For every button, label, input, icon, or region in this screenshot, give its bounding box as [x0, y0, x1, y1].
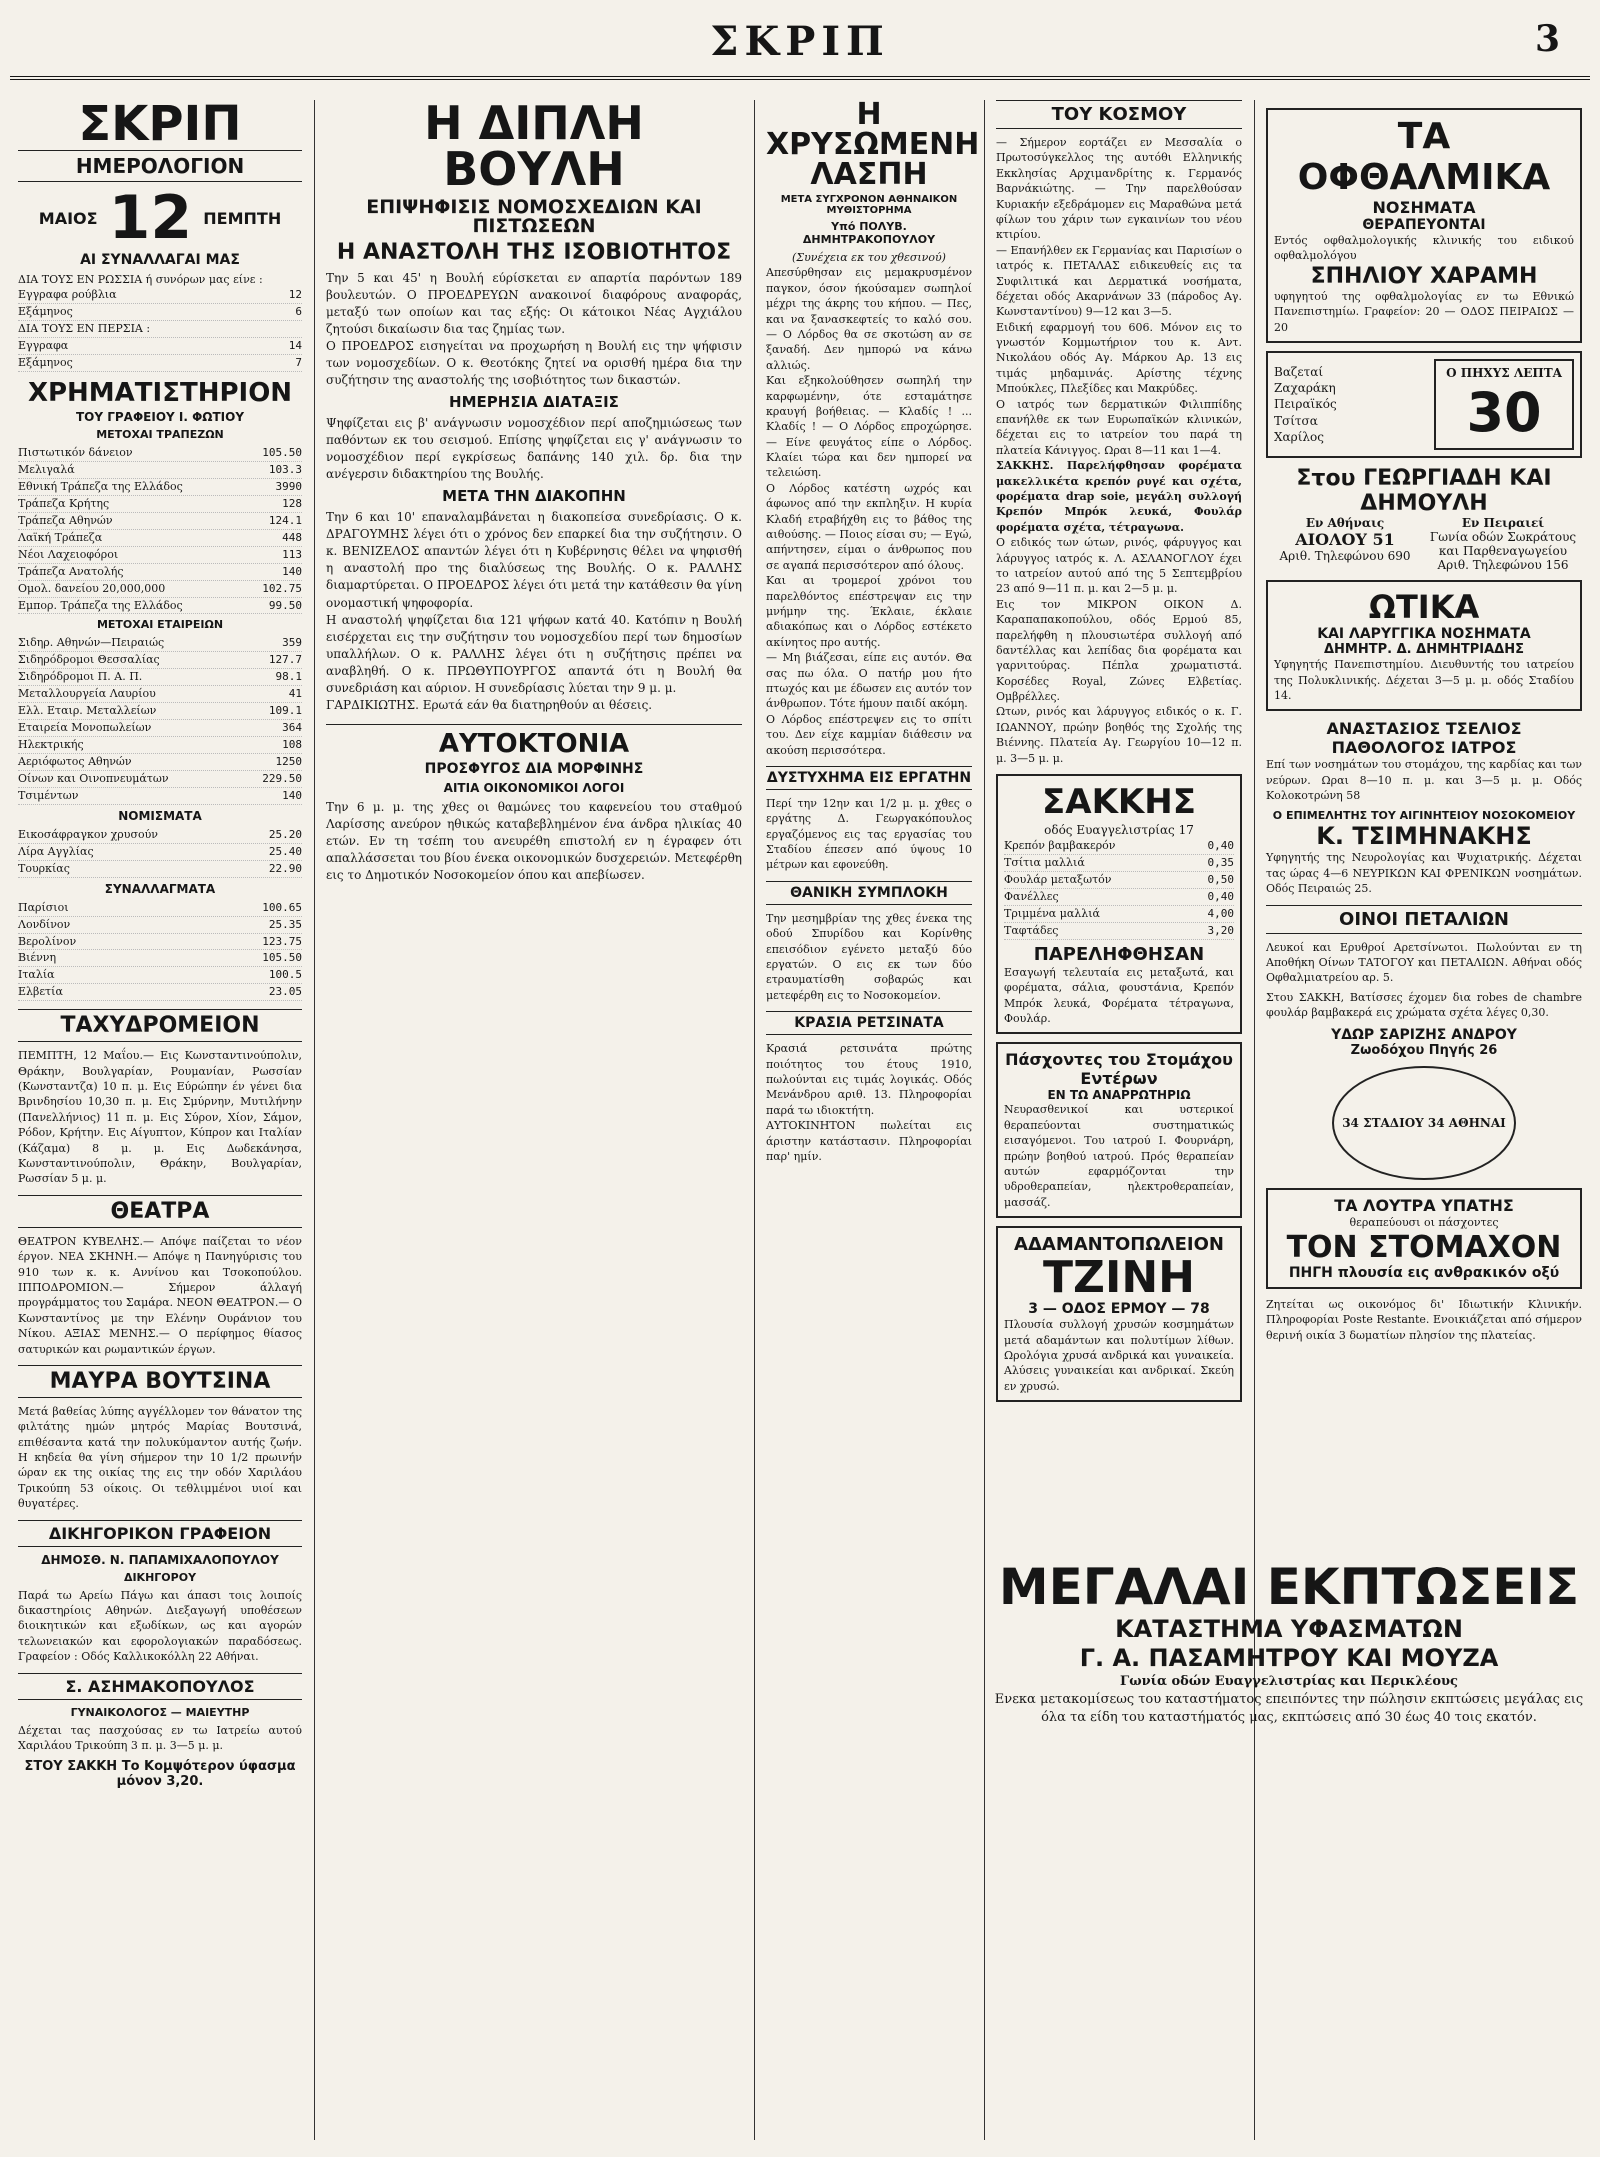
- list-item: Φανέλλες 0,40: [1004, 889, 1234, 906]
- list-item: Χαρίλος: [1274, 429, 1324, 444]
- ear-doctor: ΔΗΜΗΤΡ. Δ. ΔΗΜΗΤΡΙΑΔΗΣ: [1323, 642, 1524, 658]
- fabric-price-box: [1266, 351, 1582, 458]
- table-row: Νέοι Λαχειοφόροι 113: [18, 547, 302, 564]
- ophthalmic-heading: ΤΑ ΟΦΘΑΛΜΙΚΑ: [1297, 116, 1551, 198]
- jeweller-ad-box: [996, 1226, 1242, 1402]
- brawl-heading: ΘΑΝΙΚΗ ΣΥΜΠΛΟΚΗ: [766, 881, 972, 905]
- page-number: 3: [1534, 18, 1560, 60]
- list-item: Βαζεταί: [1274, 365, 1324, 380]
- store-city: Εν Αθήναις: [1305, 516, 1385, 531]
- banks-label: ΜΕΤΟΧΑΙ ΤΡΑΠΕΖΩΝ: [96, 428, 224, 442]
- table-row: Τουρκίας 22.90: [18, 861, 302, 878]
- table-row: Οίνων και Οινοπνευμάτων 229.50: [18, 771, 302, 788]
- exchange-heading: ΧΡΗΜΑΤΙΣΤΗΡΙΟΝ: [27, 378, 293, 409]
- table-row: ΔΙΑ ΤΟΥΣ ΕΝ ΠΕΡΣΙΑ :: [18, 321, 302, 338]
- table-row: Ελλ. Εταιρ. Μεταλλείων 109.1: [18, 703, 302, 720]
- accident-text: Περί την 12ην και 1/2 μ. μ. χθες ο εργάτης Δ. Γεωργακόπουλος εργαζόμενος εις τας εργασίας του Σταδίου έπεσεν από ύψους 10 μέτρων και εφονεύθη.: [766, 796, 972, 872]
- pathologist-text: Επί των νοσημάτων του στομάχου, της καρδίας και των νεύρων. Ωραι 8—10 π. μ. και 3—5 μ. μ. Οδός Κολοκοτρώνη 58: [1266, 758, 1582, 803]
- ophthalmic-sub: ΝΟΣΗΜΑΤΑ: [1372, 198, 1476, 217]
- sakki-ad-text: Στου ΣΑΚΚΗ, Βατίσσες έχομεν δια robes de chambre φουλάρ βαμβακερά εις χρώματα σχέτα λέγες 0,30.: [1266, 990, 1582, 1020]
- obituary-heading: ΜΑΥΡΑ ΒΟΥΤΣΙΝΑ: [18, 1365, 302, 1398]
- stomach-subheading: ΕΝ ΤΩ ΑΝΑΡΡΩΤΗΡΙΩ: [1047, 1088, 1191, 1103]
- society-paragraph: Εις τον ΜΙΚΡΟΝ ΟΙΚΟΝ Δ. Καραπαπακοπούλου, οδός Ερμού 85, παρελήφθη η πλουσιωτέρα συλλογή από δαντέλλας και λεπίδας δια φορέματα και γαρνιτούρας. Πέπλα χρωματιστά. Κορσέδες Royal, Ζώνες Ελβετίας. Ομβρέλλες.: [996, 597, 1242, 704]
- subheadline: ΕΠΙΨΗΦΙΣΙΣ ΝΟΜΟΣΧΕΔΙΩΝ ΚΑΙ ΠΙΣΤΩΣΕΩΝ: [366, 196, 702, 237]
- theatre-heading: ΘΕΑΤΡΑ: [18, 1195, 302, 1228]
- calendar-day: 12: [108, 183, 193, 253]
- store-city: Εν Πειραιεί: [1461, 516, 1545, 531]
- store-heading: Στου ΓΕΩΡΓΙΑΔΗ ΚΑΙ ΔΗΜΟΥΛΗ: [1296, 466, 1552, 517]
- society-paragraph: Ο ιατρός των δερματικών Φιλιππίδης επανήλθε εκ των Ευρωπαϊκών κλινικών, δέχεται εις το ιατρείον του παρά τη πλατεία Κάνιγγος. Ωραι 8—11 και 1—4.: [996, 397, 1242, 457]
- column-rule: [984, 100, 985, 2140]
- table-row: Τράπεζα Αθηνών 124.1: [18, 513, 302, 530]
- table-row: Εξάμηνος 7: [18, 355, 302, 372]
- store-piraeus: [1424, 516, 1582, 572]
- suicide-subheading: ΠΡΟΣΦΥΓΟΣ ΔΙΑ ΜΟΡΦΙΝΗΣ: [424, 760, 644, 777]
- bath-ad-box: [1266, 1188, 1582, 1289]
- column-rule: [314, 100, 315, 2140]
- serial-author: Υπό ΠΟΛΥΒ. ΔΗΜΗΤΡΑΚΟΠΟΥΛΟΥ: [802, 220, 936, 246]
- article-paragraph: Η αναστολή ψηφίζεται δια 121 ψήφων κατά 40. Κατόπιν η Βουλή εισέρχεται εις την συζήτησιν του νομοσχεδίου περί των δημοσίων υπαλλήλων. Ο κ. ΡΑΛΛΗΣ λέγει ότι η συζήτησις πρέπει να αναβληθή. Ο κ. ΠΡΩΘΥΠΟΥΡΓΟΣ απαντά ότι η Βουλή θα συνεδριάση και αύριον. Η συνεδρίασις λύεται την 9 μ. μ.: [326, 612, 742, 695]
- calendar-weekday: ΠΕΜΠΤΗ: [203, 208, 282, 228]
- table-row: Εθνική Τράπεζα της Ελλάδος 3990: [18, 479, 302, 496]
- table-row: Πιστωτικόν δάνειον 105.50: [18, 445, 302, 462]
- table-row: Εικοσάφραγκον χρυσούν 25.20: [18, 827, 302, 844]
- wine-ad-heading: ΟΙΝΟΙ ΠΕΤΑΛΙΩΝ: [1266, 905, 1582, 934]
- suicide-heading: ΑΥΤΟΚΤΟΝΙΑ: [326, 724, 742, 757]
- article-paragraph: Την 5 και 45' η Βουλή εύρίσκεται εν απαρτία παρόντων 189 βουλευτών. Ο ΠΡΟΕΔΡΕΥΩΝ ανακοινοί διαφόρους αναφοράς, μεταξύ των οποίων και τας εξής: Οι κάτοικοι Νέας Αγχιάλου ζητούσι δικαίωσιν δια τας ζημίας των.: [326, 271, 742, 337]
- table-row: Αεριόφωτος Αθηνών 1250: [18, 754, 302, 771]
- bank-table: [18, 445, 302, 614]
- ear-text: Υφηγητής Πανεπιστημίου. Διευθυντής του ιατρείου της Πολυκλινικής. Δέχεται 3—5 μ. μ. οδός Σταδίου 14.: [1274, 658, 1574, 702]
- law-office-text: Παρά τω Αρείω Πάγω και άπασι τοις λοιποίς δικαστηρίοις Αθηνών. Διεξαγωγή υποθέσεων διοικητικών και εξωδίκων, ως και αγορών τελωνειακών και εφορολογιακών παραδόσεως. Γραφείον : Οδός Καλλικοκόλλη 22 Αθήναι.: [18, 1588, 302, 1664]
- article-paragraph: Ο Λόρδος κατέστη ωχρός και άφωνος από την εκπληξιν. Η κυρία Κλαδή ετραβήχθη εις το βάθος της αιθούσης. — Ποιος είσαι συ; — Εγώ, απήντησεν, είμαι ο άνθρωπος που σε αγαπά περισσότερον από όλους.: [766, 481, 972, 572]
- ophthalmic-ad-box: [1266, 108, 1582, 343]
- classified-text: Ζητείται ως οικονόμος δι' Ιδιωτικήν Κλινικήν. Πληροφορίαι Poste Restante. Ενοικιάζεται από σήμερον θερινή οικία 3 δωματίων πλησίον της πλατείας.: [1266, 1298, 1582, 1342]
- table-row: Βερολίνον 123.75: [18, 934, 302, 951]
- suicide-subheading-2: ΑΙΤΙΑ ΟΙΚΟΝΟΜΙΚΟΙ ΛΟΓΟΙ: [443, 780, 625, 795]
- coins-label: ΝΟΜΙΣΜΑΤΑ: [118, 808, 202, 823]
- article-paragraph: Ο ΠΡΟΕΔΡΟΣ εισηγείται να προχωρήση η Βουλή εις την ψήφισιν των νομοσχεδίων. Ο κ. Θεοτόκης ζητεί να ορισθή ημέρα δια την συζήτησιν της αναστολής της ισοβιότητος των δικαστών.: [326, 339, 742, 388]
- article-paragraph: Και εξηκολούθησεν σωπηλή την καρφωμένην, ότε εσταμάτησε κραυγή βοήθειας. — Κλαδίς ! ... Κλαδίς ! — Ο Λόρδος επροχώρησε. — Είνε φευγάτος είπε ο Λόρδος. Κλαίει τώρα και δεν ημπορεί να τελειώση.: [766, 374, 972, 480]
- sakkis-ad-box: [996, 774, 1242, 1034]
- calendar-date: [18, 183, 302, 253]
- table-row: Εμπορ. Τράπεζα της Ελλάδος 99.50: [18, 598, 302, 615]
- article-paragraph: Απεσύρθησαν εις μεμακρυσμένον παγκον, όσον ήκούσαμεν σωπηλοί μέχρι της άκρης του κήπου. — Πες, και να ξανασκεφτείς το καλό σου. — Ο Λόρδος θα σε σκοτώση αν σε ξαναδή. Δεν ημπορώ να κάνω αλλιώς.: [766, 266, 972, 372]
- store-phone: Αριθ. Τηλεφώνου 156: [1437, 558, 1569, 573]
- bath-heading: ΤΑ ΛΟΥΤΡΑ ΥΠΑΤΗΣ: [1334, 1195, 1514, 1215]
- jeweller-name: ΤΖΙΝΗ: [1043, 1252, 1195, 1304]
- list-item: Τριμμένα μαλλιά 4,00: [1004, 906, 1234, 923]
- table-row: Εγγραφα 14: [18, 338, 302, 355]
- theatre-text: ΘΕΑΤΡΟΝ ΚΥΒΕΛΗΣ.— Απόψε παίζεται το νέον έργον. ΝΕΑ ΣΚΗΝΗ.— Απόψε η Πανηγύρισις του 910 των κ. κ. Αννίνου και Τσοκοπούλου. ΙΠΠΟΔΡΟΜΙΟΝ.— Σήμερον άλλαγή προγράμματος του Σαμάρα. ΝΕΟΝ ΘΕΑΤΡΟΝ.— Ο Κωνσταντίνος με την Ελένην Ουράνιον του Νίκου. ΑΞΙΑΣ ΜΕΝΗΣ.— Ο περίφημος θίασος σατυρικών και ρωμαντικών έργων.: [18, 1234, 302, 1356]
- table-row: Ιταλία 100.5: [18, 967, 302, 984]
- article-paragraph: ΓΑΡΔΙΚΙΩΤΗΣ. Ερωτά εάν θα διατηρηθούν αι θέσεις.: [326, 697, 653, 712]
- ophthalmic-text: Εντός οφθαλμολογικής κλινικής του ειδικού οφθαλμολόγου: [1274, 234, 1574, 263]
- list-item: Πειραϊκός: [1274, 397, 1337, 412]
- pathologist-title: ΠΑΘΟΛΟΓΟΣ ΙΑΤΡΟΣ: [1331, 738, 1517, 758]
- table-row: Ηλεκτρικής 108: [18, 737, 302, 754]
- fabric-list: [1274, 364, 1426, 445]
- article-paragraph: Την 6 και 10' επαναλαμβάνεται η διακοπείσα συνεδρίασις. Ο κ. ΔΡΑΓΟΥΜΗΣ λέγει ότι ο χρόνος δεν επαρκεί δια την συζήτησιν. Ο κ. ΒΕΝΙΖΕΛΟΣ απαντών λέγει ότι η Κυβέρνησις θέλει να ψηφισθή η αναστολή προ της διαλύσεως της Βουλής. Ο κ. ΡΑΛΛΗΣ διαμαρτύρεται. Ο ΠΡΟΕΔΡΟΣ λέγει ότι μετά την κατάθεσιν θα γίνη ονομαστική ψηφοφορία.: [326, 510, 742, 610]
- store-locations: [1266, 516, 1582, 572]
- seal-text: 34 ΣΤΑΔΙΟΥ 34 ΑΘΗΝΑΙ: [1342, 1115, 1506, 1130]
- masthead: [0, 0, 1600, 86]
- price-tag: [1434, 359, 1574, 450]
- column-ads: [1258, 100, 1590, 1550]
- agenda-heading: ΗΜΕΡΗΣΙΑ ΔΙΑΤΑΞΙΣ: [449, 393, 619, 412]
- masthead-title: ΣΚΡΙΠ: [710, 18, 890, 65]
- ophthalmic-sub-2: ΘΕΡΑΠΕΥΟΝΤΑΙ: [1362, 217, 1486, 233]
- list-item: Ταφτάδες 3,20: [1004, 923, 1234, 940]
- subheadline-2: Η ΑΝΑΣΤΟΛΗ ΤΗΣ ΙΣΟΒΙΟΤΗΤΟΣ: [336, 240, 732, 265]
- article-paragraph: Ψηφίζεται εις β' ανάγνωσιν νομοσχέδιον περί αποζημιώσεως των παθόντων εκ του σεισμού. Επίσης ψηφίζεται εις γ' ανάγνωσιν το νομοσχέδιον περί εγκρίσεως δαπάνης 140 χιλ. δρ. δια την ανέγερσιν διδακτηρίου της Βουλής.: [326, 416, 742, 482]
- wine-ad-text: Λευκοί και Ερυθροί Αρετσίνωτοι. Πωλούνται εν τη Αποθήκη Οίνων ΤΑΤΟΓΟΥ και ΠΕΤΑΛΙΩΝ. Αθήναι οδός Οφθαλμιατρείου αρ. 5.: [1266, 940, 1582, 985]
- company-table: [18, 635, 302, 804]
- table-row: Μεταλλουργεία Λαυρίου 41: [18, 686, 302, 703]
- table-row: Τσιμέντων 140: [18, 788, 302, 805]
- calendar-month: ΜΑΙΟΣ: [38, 208, 98, 228]
- wine-text: Κρασιά ρετσινάτα πρώτης ποιότητος του έτους 1910, πωλούνται εις τιμάς λογικάς. Οδός Μενάνδρου αριθ. 13. Πληροφορίαι παρά τω ιδιοκτήτη.: [766, 1042, 972, 1117]
- calendar-label: ΗΜΕΡΟΛΟΓΙΟΝ: [18, 150, 302, 182]
- article-paragraph: Και αι τρομεροί χρόνοι του παρελθόντος επέστρεψαν εις την μνήμην της. Έκλαιε, έκλαιε αδιακόπως και ο Λόρδος εστέκετο ακίνητος προ αυτής.: [766, 574, 972, 649]
- table-row: Τράπεζα Κρήτης 128: [18, 496, 302, 513]
- store-athens: [1266, 516, 1424, 572]
- brawl-text: Την μεσημβρίαν της χθες ένεκα της οδού Σπυρίδου και Κορίνθης επεισόδιον εγένετο μεταξύ δύο εργατών. Ο εις εκ των δύο ετραυματίσθη σοβαρώς και μετεφέρθη εις το Νοσοκομείον.: [766, 911, 972, 1002]
- table-row: Παρίσιοι 100.65: [18, 900, 302, 917]
- jeweller-address: 3 — ΟΔΟΣ ΕΡΜΟΥ — 78: [1028, 1301, 1210, 1318]
- bath-big-text: ΤΟΝ ΣΤΟΜΑΧΟΝ: [1286, 1230, 1562, 1265]
- post-heading: ΤΑΧΥΔΡΟΜΕΙΟΝ: [18, 1009, 302, 1042]
- society-heading: ΤΟΥ ΚΟΣΜΟΥ: [996, 100, 1242, 129]
- ear-ad-box: [1266, 580, 1582, 711]
- table-row: Ελβετία 23.05: [18, 984, 302, 1001]
- coin-table: [18, 827, 302, 878]
- ear-sub: ΚΑΙ ΛΑΡΥΓΓΙΚΑ ΝΟΣΗΜΑΤΑ: [1317, 626, 1531, 643]
- table-row: Εταιρεία Μονοπωλείων 364: [18, 720, 302, 737]
- sale-text: Ενεκα μετακομίσεως του καταστήματος επειπόντες την πώλησιν εκπτώσεις μεγάλας εις όλα τα είδη του καταστήματός μας, εκπτώσεις από 30 έως 40 τοις εκατόν.: [994, 1691, 1584, 1725]
- neurologist-name: Κ. ΤΣΙΜΗΝΑΚΗΣ: [1316, 822, 1532, 851]
- society-paragraph: — Σήμερον εορτάζει εν Μεσσαλία ο Πρωτοσύγκελλος της αυτόθι Ελληνικής Εκκλησίας Αρχιμανδρίτης κ. Γερμανός Βαρνάκιώτης. — Την παρελθούσαν Κυριακήν εξεδράμομεν εις Μαραθώνα μετά φίλων του χάριν των εγκαινίων του νέου κτιρίου.: [996, 136, 1242, 242]
- table-row: Βιέννη 105.50: [18, 950, 302, 967]
- fx-text: ΔΙΑ ΤΟΥΣ ΕΝ ΡΩΣΣΙΑ ή συνόρων μας είνε :: [18, 273, 263, 286]
- car-ad-text: ΑΥΤΟΚΙΝΗΤΟΝ πωλείται εις άριστην κατάστασιν. Πληροφορίαι παρ' ημίν.: [766, 1119, 972, 1163]
- stomach-text: Νευρασθενικοί και υστερικοί θεραπεύονται συστηματικώς εισαγόμενοι. Του ιατρού Ι. Φουρνάρη, πρώην βοηθού ιατρού. Πρός θεραπείαν αυτών εφαρμόζονται την υδροθεραπείαν, ηλεκτροθεραπείαν, μασσάζ.: [1004, 1103, 1234, 1209]
- exchange-subheading: ΤΟΥ ΓΡΑΦΕΙΟΥ Ι. ΦΩΤΙΟΥ: [75, 410, 245, 425]
- table-row: Λαϊκή Τράπεζα 448: [18, 530, 302, 547]
- sale-store: ΚΑΤΑΣΤΗΜΑ ΥΦΑΣΜΑΤΩΝ: [1115, 1615, 1463, 1643]
- exchange-rates-label: ΣΥΝΑΛΛΑΓΜΑΤΑ: [104, 881, 216, 896]
- list-item: Τσίτσα: [1274, 413, 1318, 428]
- post-text: ΠΕΜΠΤΗ, 12 Μαΐου.— Εις Κωνσταντινούπολιν, Θράκην, Βουλγαρίαν, Ρουμανίαν, Ρωσσίαν (Κωνσταντζα) 10 π. μ. Εις Εύρώπην έν γένει δια Βρινδησίου 10,30 π. μ. Εις Σμύρνην, Μυτιλήνην (Πανελλήνιος) 11 π. μ. Εις Σύρον, Χίον, Σάμον, Ρόδον, Κρήτην. Εις Αίγυπτον, Κύπρον και Ιταλίαν (Κάζαμα) 8 μ. μ. Εις Δωδεκάνησα, Κωνσταντινούπολιν, Θράκην, Βουλγαρίαν, Ρωσσίαν 5 μ. μ.: [18, 1049, 302, 1186]
- doctor-heading: Σ. ΑΣΗΜΑΚΟΠΟΥΛΟΣ: [18, 1673, 302, 1700]
- table-row: Λίρα Αγγλίας 25.40: [18, 844, 302, 861]
- doctor-text: Δέχεται τας πασχούσας εν τω Ιατρείω αυτού Χαριλάου Τρικούπη 3 π. μ. 3—5 μ. μ.: [18, 1723, 302, 1752]
- article-paragraph: Την 6 μ. μ. της χθες οι θαμώνες του καφενείου του σταθμού Λαρίσσης ανεύρον ηθικώς καταβεβλημένον ένα άνδρα ηλικίας 40 ετών. Εν τη τσέπη του ανευρέθη επιστολή εν η έγραφεν ότι απαλλάσσεται του βίου ένεκα οικονομικών δυσχερειών. Μετεφέρθη εις το Δημοτικόν Νοσοκομείον όπου και απεβίωσεν.: [326, 799, 742, 882]
- serial-headline: Η ΧΡΥΣΩΜΕΝΗ ΛΑΣΠΗ: [766, 100, 980, 192]
- wine-heading: ΚΡΑΣΙΑ ΡΕΤΣΙΝΑΤΑ: [766, 1011, 972, 1035]
- law-office-name: ΔΗΜΟΣΘ. Ν. ΠΑΠΑΜΙΧΑΛΟΠΟΥΛΟΥ: [41, 1552, 279, 1567]
- table-row: Τράπεζα Ανατολής 140: [18, 564, 302, 581]
- stomach-ad-box: [996, 1042, 1242, 1218]
- pathologist-name: ΑΝΑΣΤΑΣΙΟΣ ΤΣΕΛΙΟΣ: [1326, 719, 1522, 739]
- fx-table: [18, 287, 302, 372]
- water-heading: ΥΔΩΡ ΣΑΡΙΖΗΣ ΑΝΔΡΟΥ: [1331, 1026, 1517, 1043]
- masthead-rule: [10, 76, 1590, 80]
- break-heading: ΜΕΤΑ ΤΗΝ ΔΙΑΚΟΠΗΝ: [442, 487, 626, 506]
- article-paragraph: Ο Λόρδος επέστρεψεν εις το σπίτι του. Δεν είχε καμμίαν διάθεσιν να ακούση περισσότερα.: [766, 712, 972, 757]
- obituary-text: Μετά βαθείας λύπης αγγέλλομεν τον θάνατον της φιλτάτης ημών μητρός Μαρίας Βουτσινά, επιθέσαντα κατά την πολυκύμαντον αυτής ζωήν. Η κηδεία θα γίνη σήμερον την 10 1/2 πρωινήν ώραν εκ της οικίας της εις την οδόν Χαριλάου Τρικούπη 53 οίκοις. Οι τεθλιμμένοι υιοί και θυγατέρες.: [18, 1404, 302, 1511]
- list-item: Φουλάρ μεταξωτόν 0,50: [1004, 872, 1234, 889]
- new-arrivals-text: Εσαγωγή τελευταία εις μεταξωτά, και φορέματα, σάλια, φουστάνια, Κρεπόν Μπρόκ λευκά, Φορέματα τέτραγωνα, Φουλάρ.: [1004, 965, 1234, 1025]
- list-item: Ζαχαράκη: [1274, 381, 1336, 396]
- sale-title: ΜΕΓΑΛΑΙ ΕΚΠΤΩΣΕΙΣ: [998, 1558, 1580, 1616]
- serial-continuation: (Συνέχεια εκ του χθεσινού): [792, 251, 946, 264]
- column-rule: [754, 100, 755, 2140]
- sale-ad: [988, 1560, 1590, 1727]
- sale-address: Γωνία οδών Ευαγγελιστρίας και Περικλέους: [1120, 1673, 1458, 1689]
- list-item: Τσίτια μαλλιά 0,35: [1004, 855, 1234, 872]
- table-row: Σιδηρ. Αθηνών—Πειραιώς 359: [18, 635, 302, 652]
- doctor-sub: ΓΥΝΑΙΚΟΛΟΓΟΣ — ΜΑΙΕΥΤΗΡ: [70, 1705, 250, 1719]
- column-serial: [758, 100, 980, 2140]
- store-address: ΑΙΟΛΟΥ 51: [1295, 530, 1395, 550]
- society-paragraph: Ο ειδικός των ώτων, ρινός, φάρυγγος και λάρυγγος ιατρός κ. Λ. ΑΣΛΑΝΟΓΛΟΥ έχει το ιατρείον αυτού από της 5 Σεπτεμβρίου 23 από 9—11 π. μ. και 2—5 μ. μ.: [996, 536, 1242, 596]
- stomach-heading: Πάσχοντες του Στομάχου Εντέρων: [1005, 1050, 1233, 1089]
- law-office-sub: ΔΙΚΗΓΟΡΟΥ: [123, 1570, 197, 1584]
- article-paragraph: — Μη βιάζεσαι, είπε εις αυτόν. Θα σας πω όλα. Ο πατήρ μου ήτο πτωχός και με έδωσεν εις αυτόν τον άνθρωπον. Τότε ήμουν παιδί ακόμη.: [766, 651, 972, 711]
- exchange-rates-table: [18, 900, 302, 1002]
- ophthalmic-doctor-text: υφηγητού της οφθαλμολογίας εν τω Εθνικώ Πανεπιστημίω. Γραφείον: 20 — ΟΔΟΣ ΠΕΙΡΑΙΩΣ — 20: [1274, 289, 1574, 334]
- society-paragraph: Ειδική εφαρμογή του 606. Μόνον εις το γνωστόν Κομμωτήριον του κ. Αντ. Νικολάου οδός Αγ. Μάρκου Αρ. 13 εις τιμάς μηδαμινάς. Αρίστης τέχνης Μπούκλες, Πλεξίδες και Μακρύδες.: [996, 320, 1242, 396]
- accident-heading: ΔΥΣΤΥΧΗΜΑ ΕΙΣ ΕΡΓΑΤΗΝ: [766, 766, 972, 790]
- column-society: [988, 100, 1250, 1550]
- column-parliament: [318, 100, 750, 2140]
- price-value: 30: [1466, 381, 1542, 445]
- jeweller-text: Πλουσία συλλογή χρυσών κοσμημάτων μετά αδαμάντων και πολυτίμων λίθων. Ωρολόγια χρυσά ανδρικά και γυναικεία. Αλύσεις γυναικείαι και ανδρικαί. Σκεύη εν χρυσώ.: [1004, 1318, 1234, 1393]
- ear-heading: ΩΤΙΚΑ: [1368, 588, 1480, 627]
- column-rule: [1254, 100, 1255, 2140]
- fx-heading: ΑΙ ΣΥΝΑΛΛΑΓΑΙ ΜΑΣ: [80, 252, 240, 268]
- headline: Η ΔΙΠΛΗ ΒΟΥΛΗ: [424, 100, 644, 196]
- society-paragraph: Ωτων, ρινός και λάρυγγος ειδικός ο κ. Γ. ΙΩΑΝΝΟΥ, πρώην βοηθός της Σχολής της Βιέννης. Πλατεία Αγ. Γεωργίου 10—12 π. μ. 3—5 μ. μ.: [996, 705, 1242, 765]
- neurologist-sub: Ο ΕΠΙΜΕΛΗΤΗΣ ΤΟΥ ΑΙΓΙΝΗΤΕΙΟΥ ΝΟΣΟΚΟΜΕΙΟΥ: [1272, 809, 1576, 823]
- table-row: Μελιγαλά 103.3: [18, 462, 302, 479]
- store-seal: [1332, 1066, 1516, 1180]
- serial-subheading: ΜΕΤΑ ΣΥΓΧΡΟΝΟΝ ΑΘΗΝΑΙΚΟΝ ΜΥΘΙΣΤΟΡΗΜΑ: [780, 194, 958, 216]
- bath-source: ΠΗΓΗ πλουσία εις ανθρακικόν οξύ: [1288, 1265, 1560, 1281]
- table-row: Λονδίνον 25.35: [18, 917, 302, 934]
- ophthalmic-doctor: ΣΠΗΛΙΟΥ ΧΑΡΑΜΗ: [1310, 263, 1538, 289]
- column-calendar: [10, 100, 310, 2140]
- paper-title: ΣΚΡΙΠ: [78, 100, 242, 152]
- law-office-heading: ΔΙΚΗΓΟΡΙΚΟΝ ΓΡΑΦΕΙΟΝ: [18, 1520, 302, 1547]
- sale-owners: Γ. Α. ΠΑΣΑΜΗΤΡΟΥ ΚΑΙ ΜΟΥΖΑ: [1079, 1643, 1499, 1672]
- table-row: Σιδηρόδρομοι Π. Α. Π. 98.1: [18, 669, 302, 686]
- table-row: Σιδηρόδρομοι Θεσσαλίας 127.7: [18, 652, 302, 669]
- price-label: Ο ΠΗΧΥΣ ΛΕΠΤΑ: [1446, 365, 1562, 380]
- companies-label: ΜΕΤΟΧΑΙ ΕΤΑΙΡΕΙΩΝ: [96, 618, 224, 632]
- jeweller-heading: ΑΔΑΜΑΝΤΟΠΩΛΕΙΟΝ: [1014, 1234, 1224, 1256]
- table-row: Εγγραφα ρούβλια 12: [18, 287, 302, 304]
- table-row: Εξάμηνος 6: [18, 304, 302, 321]
- list-item: Κρεπόν βαμβακερόν 0,40: [1004, 838, 1234, 855]
- neurologist-text: Υφηγητής της Νευρολογίας και Ψυχιατρικής. Δέχεται τας ώρας 4—6 ΝΕΥΡΙΚΩΝ ΚΑΙ ΦΡΕΝΙΚΩΝ νοσημάτων. Οδός Πειραιώς 25.: [1266, 851, 1582, 896]
- water-sub: Ζωοδόχου Πηγής 26: [1350, 1042, 1498, 1058]
- store-phone: Αριθ. Τηλεφώνου 690: [1279, 549, 1411, 564]
- store-address: Γωνία οδών Σωκράτους και Παρθεναγωγείου: [1429, 530, 1577, 559]
- sakkis-notice: ΣΑΚΚΗΣ. Παρελήφθησαν φορέματα μακελλικέτα κρεπόν ρυγέ και σχέτα, φορέματα drap soie, μεγάλη συλλογή Κρεπόν Μπρόκ λευκά, Φουλάρ φορέματα σχέτα, τέτραγωνα.: [996, 459, 1242, 534]
- sakkis-price-list: [1004, 838, 1234, 940]
- sakkis-ad-title: ΣΑΚΚΗΣ: [1042, 782, 1196, 823]
- new-arrivals-heading: ΠΑΡΕΛΗΦΘΗΣΑΝ: [1033, 943, 1205, 965]
- sakkis-ad-address: οδός Ευαγγελιστρίας 17: [1044, 823, 1194, 838]
- bath-text: θεραπεύουσι οι πάσχοντες: [1349, 1215, 1499, 1229]
- society-paragraph: — Επανήλθεν εκ Γερμανίας και Παρισίων ο ιατρός κ. ΠΕΤΑΛΑΣ ειδικευθείς εις τα Συφιλιτικά και Δερματικά νοσήματα, δέχεται οδός Ακαρνάνων 33 (πάροδος Αγ. Κωνσταντίνου) 9—12 και 3—5.: [996, 243, 1242, 319]
- table-row: Ομολ. δανείου 20,000,000 102.75: [18, 581, 302, 598]
- sakki-ad: ΣΤΟΥ ΣΑΚΚΗ Το Κομψότερον ύφασμα μόνον 3,20.: [24, 1759, 296, 1790]
